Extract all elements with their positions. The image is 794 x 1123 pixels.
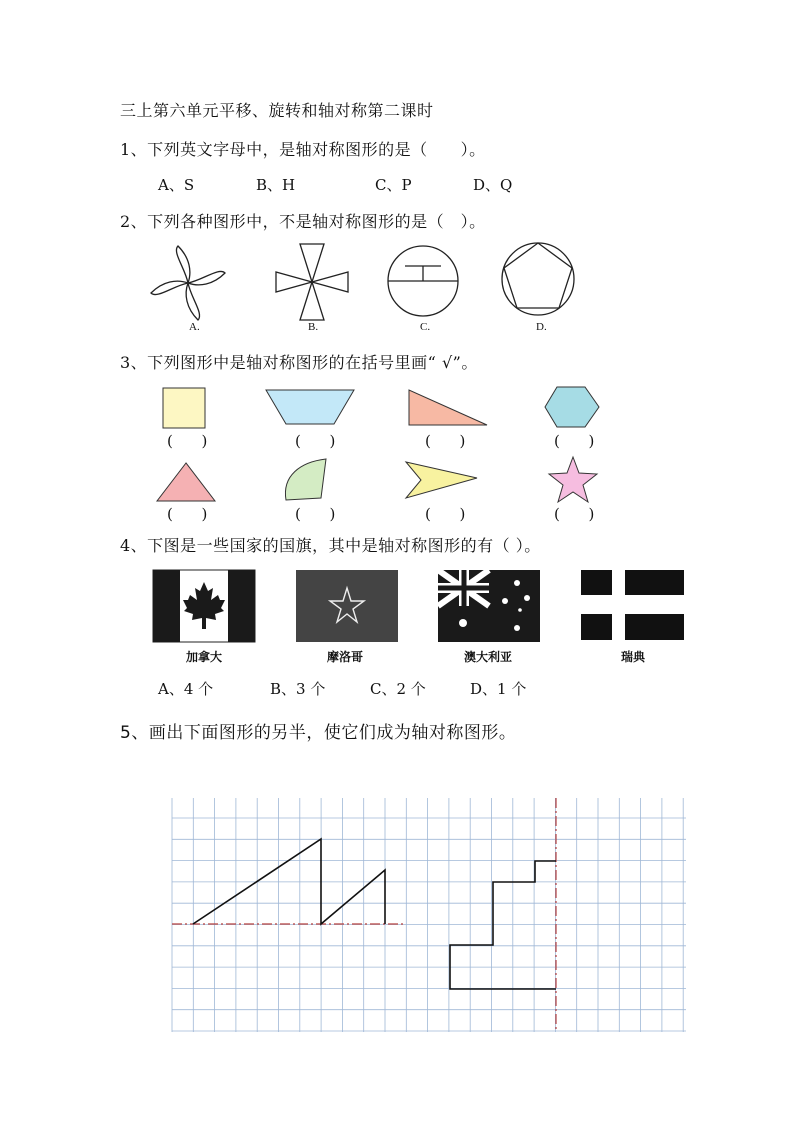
q4-option-a: A、4 个	[158, 680, 214, 698]
flag-label-sweden: 瑞典	[621, 650, 646, 664]
right-step-shape	[450, 861, 556, 989]
flag-label-australia: 澳大利亚	[464, 650, 513, 664]
q3-answer-paren-4[interactable]: ( )	[554, 432, 595, 450]
q2-label-b: B.	[308, 321, 319, 333]
q1-option-a: A、S	[158, 176, 195, 194]
q3-answer-paren-5[interactable]: ( )	[167, 505, 208, 523]
q3-answer-paren-2[interactable]: ( )	[295, 432, 336, 450]
q1-option-d: D、Q	[473, 176, 513, 194]
q3-answer-paren-8[interactable]: ( )	[554, 505, 595, 523]
q4-option-b: B、3 个	[270, 680, 326, 698]
q1-option-c: C、P	[375, 176, 412, 194]
question-4: 4、下图是一些国家的国旗，其中是轴对称图形的有（ ）。	[120, 536, 541, 555]
q1-option-b: B、H	[256, 176, 296, 194]
q3-answer-paren-3[interactable]: ( )	[425, 432, 466, 450]
page-title: 三上第六单元平移、旋转和轴对称第二课时	[120, 101, 434, 120]
flag-label-canada: 加拿大	[186, 650, 223, 664]
q2-label-d: D.	[536, 321, 547, 333]
grid-lines	[172, 798, 686, 1032]
q3-answer-paren-6[interactable]: ( )	[295, 505, 336, 523]
q4-option-c: C、2 个	[370, 680, 426, 698]
question-1: 1、下列英文字母中，是轴对称图形的是（ ）。	[120, 140, 486, 159]
flag-label-morocco: 摩洛哥	[327, 650, 364, 664]
q3-answer-paren-1[interactable]: ( )	[167, 432, 208, 450]
question-5: 5、画出下面图形的另半，使它们成为轴对称图形。	[120, 723, 517, 743]
q3-answer-paren-7[interactable]: ( )	[425, 505, 466, 523]
q4-option-d: D、1 个	[470, 680, 527, 698]
q2-label-a: A.	[189, 321, 200, 333]
q2-label-c: C.	[420, 321, 431, 333]
question-3: 3、下列图形中是轴对称图形的在括号里画“ √”。	[120, 353, 478, 372]
question-2: 2、下列各种图形中，不是轴对称图形的是（ ）。	[120, 212, 486, 231]
